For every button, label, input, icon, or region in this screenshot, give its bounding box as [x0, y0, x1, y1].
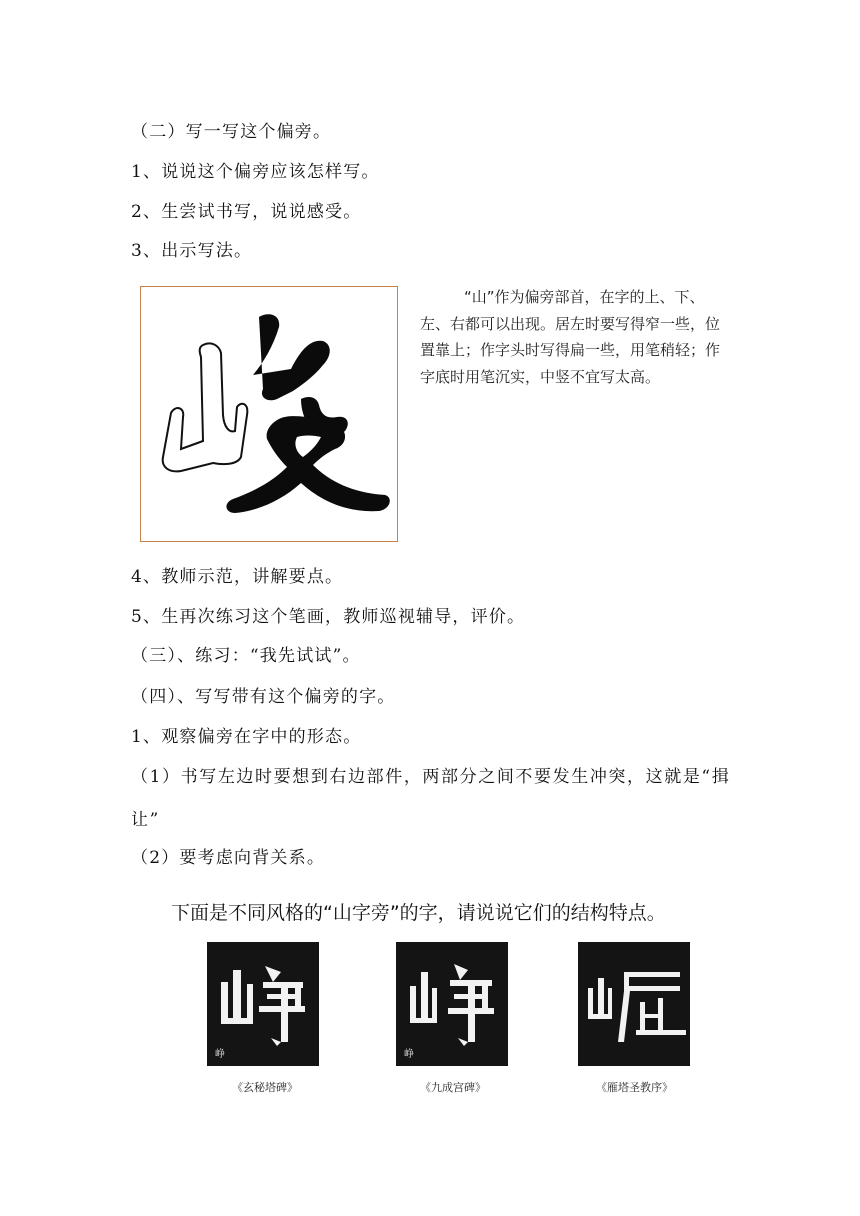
step-1: 1、说说这个偏旁应该怎样写。 [131, 162, 380, 182]
step-2: 2、生尝试书写，说说感受。 [131, 202, 362, 222]
caption-xuanmita: 《玄秘塔碑》 [232, 1081, 298, 1094]
gallery-prompt: 下面是不同风格的“山字旁”的字，请说说它们的结构特点。 [171, 902, 666, 924]
rubbing-small-label: 峥 [404, 1049, 414, 1060]
radical-description: “山”作为偏旁部首，在字的上、下、左、右都可以出现。居左时要写得窄一些，位置靠上；作字头时写得扁一些，用笔稍轻；作字底时用笔沉实，中竖不宜写太高。 [420, 288, 721, 386]
rubbing-yantashengjiaoxu [578, 942, 690, 1066]
rubbing-small-label: 峥 [215, 1049, 225, 1060]
rubbing-xuanmita [207, 942, 319, 1066]
point-1-yirang: （1）书写左边时要想到右边部件，两部分之间不要发生冲突，这就是“揖让” [131, 767, 731, 830]
section-heading-2: （二）写一写这个偏旁。 [131, 122, 332, 142]
step-5: 5、生再次练习这个笔画，教师巡视辅导，评价。 [131, 607, 526, 627]
observe-step-1: 1、观察偏旁在字中的形态。 [131, 727, 362, 747]
section-heading-4: （四）、写写带有这个偏旁的字。 [131, 687, 396, 707]
step-3: 3、出示写法。 [131, 241, 253, 261]
section-heading-3: （三）、练习：“我先试试”。 [131, 646, 361, 666]
caption-jiuchenggong: 《九成宫碑》 [420, 1081, 486, 1094]
calligraphy-figure [140, 286, 398, 542]
point-2: （2）要考虑向背关系。 [131, 848, 326, 868]
rubbing-jiuchenggong [396, 942, 508, 1066]
step-4: 4、教师示范，讲解要点。 [131, 567, 344, 587]
caption-yantashengjiaoxu: 《雁塔圣教序》 [596, 1081, 673, 1094]
calligraphy-jun-image [141, 287, 397, 541]
